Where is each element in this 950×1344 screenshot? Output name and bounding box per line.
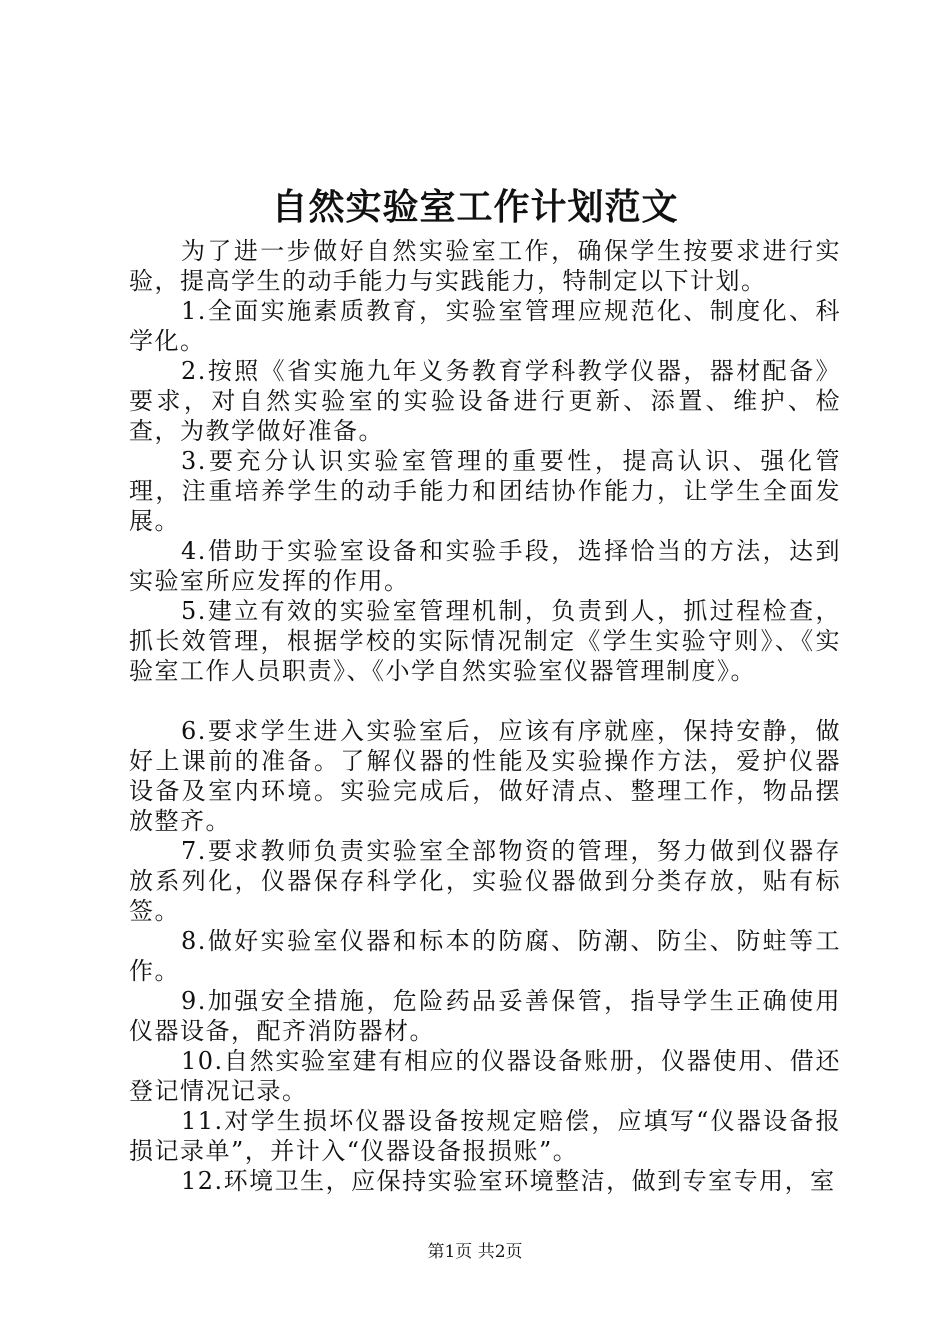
paragraph-item-10: 10.自然实验室建有相应的仪器设备账册，仪器使用、借还登记情况记录。 — [129, 1047, 841, 1105]
paragraph-item-2: 2.按照《省实施九年义务教育学科教学仪器，器材配备》要求，对自然实验室的实验设备进行更新、添置、维护、检查，为教学做好准备。 — [129, 357, 841, 445]
paragraph-item-6: 6.要求学生进入实验室后，应该有序就座，保持安静，做好上课前的准备。了解仪器的性能及实验操作方法，爱护仪器设备及室内环境。实验完成后，做好清点、整理工作，物品摆放整齐。 — [129, 717, 841, 835]
paragraph-item-4: 4.借助于实验室设备和实验手段，选择恰当的方法，达到实验室所应发挥的作用。 — [129, 537, 841, 595]
paragraph-item-5: 5.建立有效的实验室管理机制，负责到人，抓过程检查，抓长效管理，根据学校的实际情况制定《学生实验守则》、《实验室工作人员职责》、《小学自然实验室仪器管理制度》。 — [129, 597, 841, 685]
page-footer: 第1页 共2页 — [427, 1242, 523, 1262]
paragraph-item-12: 12.环境卫生，应保持实验室环境整洁，做到专室专用，室 — [181, 1167, 836, 1195]
paragraph-item-3: 3.要充分认识实验室管理的重要性，提高认识、强化管理，注重培养学生的动手能力和团结协作能力，让学生全面发展。 — [129, 447, 841, 535]
paragraph-item-9: 9.加强安全措施，危险药品妥善保管，指导学生正确使用仪器设备，配齐消防器材。 — [129, 987, 841, 1045]
document-body — [129, 236, 841, 1196]
paragraph-item-11: 11.对学生损坏仪器设备按规定赔偿，应填写“仪器设备报损记录单”，并计入“仪器设备报损账”。 — [129, 1107, 841, 1165]
paragraph-item-7: 7.要求教师负责实验室全部物资的管理，努力做到仪器存放系列化，仪器保存科学化，实验仪器做到分类存放，贴有标签。 — [129, 837, 841, 925]
paragraph-item-8: 8.做好实验室仪器和标本的防腐、防潮、防尘、防蛀等工作。 — [129, 927, 841, 985]
paragraph-item-1: 1.全面实施素质教育，实验室管理应规范化、制度化、科学化。 — [129, 297, 841, 355]
blank-line — [129, 686, 841, 716]
paragraph-intro: 为了进一步做好自然实验室工作，确保学生按要求进行实验，提高学生的动手能力与实践能力，特制定以下计划。 — [129, 237, 841, 295]
document-title: 自然实验室工作计划范文 — [271, 186, 679, 228]
